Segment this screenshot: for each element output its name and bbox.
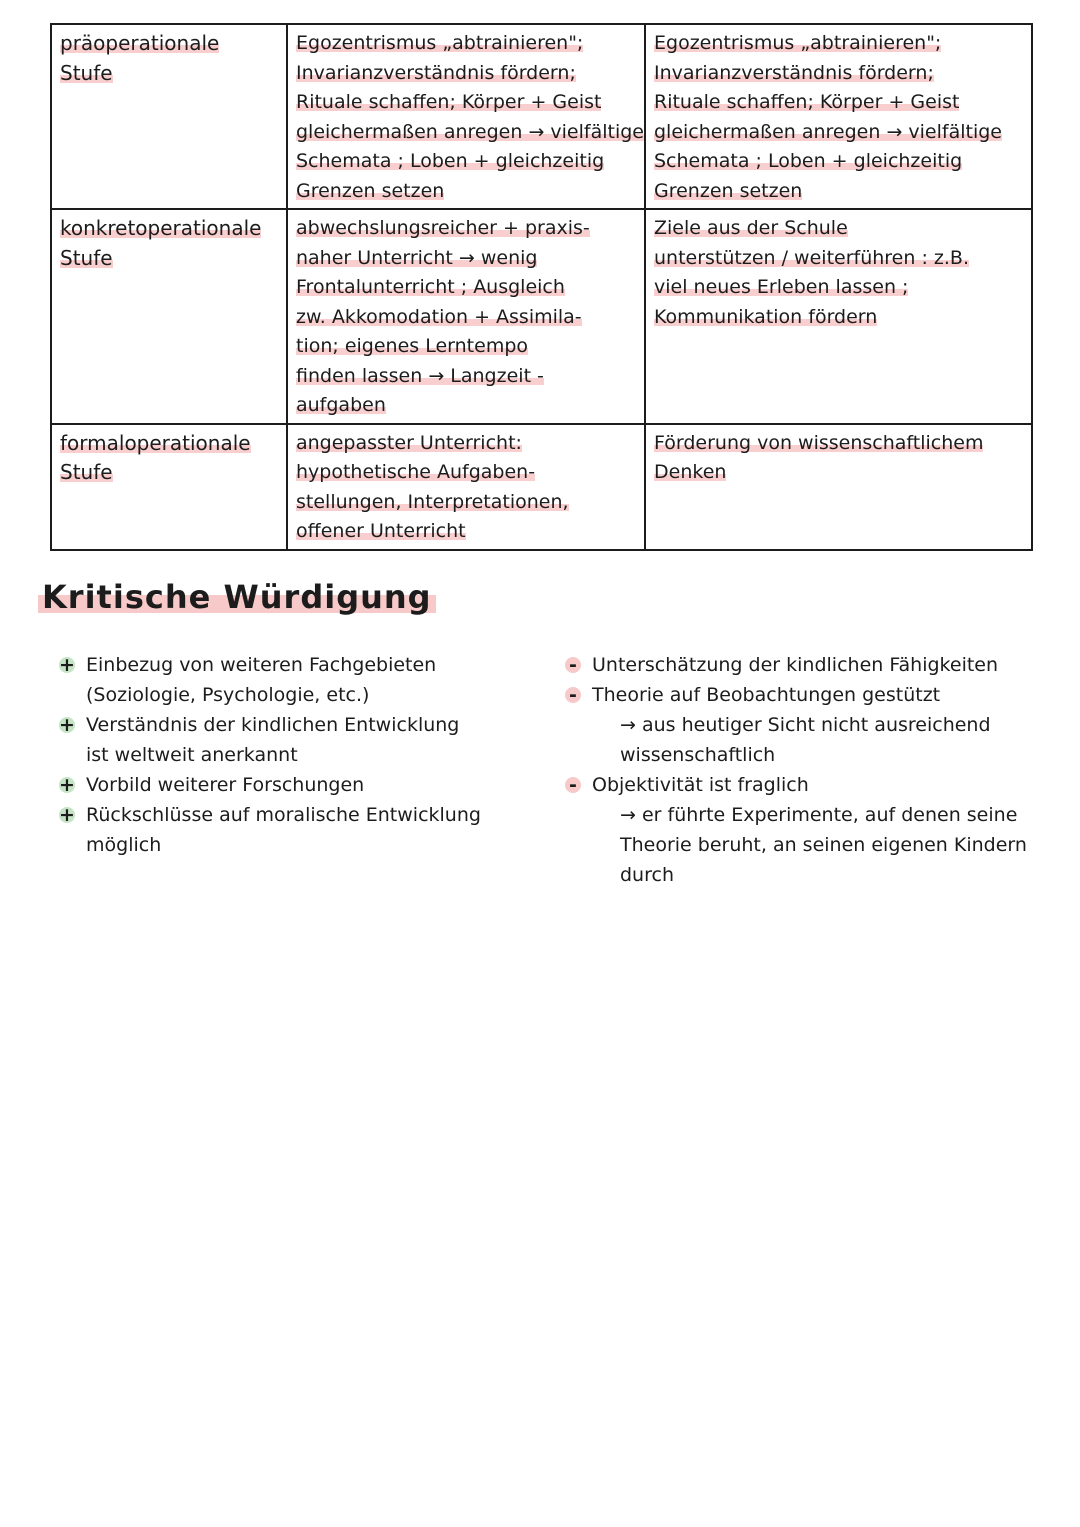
cell-line: Frontalunterricht ; Ausgleich [296,276,565,298]
cell-line: Kommunikation fördern [654,305,878,328]
cell-line: Ziele aus der Schule [654,217,848,239]
cell-line: gleichermaßen anregen → vielfältige [654,120,1002,143]
cell-line: zw. Akkomodation + Assimila- [296,305,582,328]
stage-name-line: Stufe [60,460,113,484]
stage-name-line: Stufe [60,60,113,85]
pro-item: + Einbezug von weiteren Fachgebieten (Soziologie, Psychologie, etc.) [56,650,526,710]
cell-line: Invarianzverständnis fördern; [654,61,934,84]
school-cell [287,24,645,209]
cell-line: Förderung von wissenschaftlichem [654,431,984,454]
plus-icon: + [56,800,78,830]
cell-line: Egozentrismus „abtrainieren"; [654,32,942,54]
stage-name-line: Stufe [60,245,113,270]
cell-line: unterstützen / weiterführen : z.B. [654,246,969,269]
con-item: - Theorie auf Beobachtungen gestützt → aus heutiger Sicht nicht ausreichend wissenschaftlich [562,680,1062,770]
table-row [51,424,1032,550]
minus-icon: - [562,770,584,800]
con-item: - Objektivität ist fraglich → er führte Experimente, auf denen seine Theorie beruht, an seinen eigenen Kindern durch [562,770,1062,890]
school-cell [287,209,645,424]
cell-line: Grenzen setzen [654,179,803,202]
home-cell [645,424,1032,550]
cell-line: offener Unterricht [296,520,466,542]
cell-line: Egozentrismus „abtrainieren"; [296,32,584,54]
minus-icon: - [562,680,584,710]
cell-line: viel neues Erleben lassen ; [654,276,909,298]
pro-item: + Rückschlüsse auf moralische Entwicklung möglich [56,800,526,860]
cell-line: gleichermaßen anregen → vielfältige [296,120,644,143]
table-row [51,24,1032,209]
stage-cell [51,424,287,550]
home-cell [645,24,1032,209]
cell-line: Rituale schaffen; Körper + Geist [296,91,602,113]
cell-line: tion; eigenes Lerntempo [296,335,529,357]
con-item: - Unterschätzung der kindlichen Fähigkeiten [562,650,1062,680]
cell-line: Grenzen setzen [296,179,445,202]
stage-name-line: konkretoperationale [60,216,262,240]
cell-line: Schemata ; Loben + gleichzeitig [654,150,963,172]
section-title: Kritische Würdigung [38,578,436,616]
cell-line: Invarianzverständnis fördern; [296,61,576,84]
cell-line: Denken [654,461,727,483]
pro-item: + Vorbild weiterer Forschungen [56,770,526,800]
plus-icon: + [56,770,78,800]
stage-table [50,23,1033,551]
con-list [562,650,1062,890]
cell-line: finden lassen → Langzeit - [296,364,544,387]
cell-line: naher Unterricht → wenig [296,246,538,269]
plus-icon: + [56,650,78,680]
stage-cell [51,209,287,424]
table-row [51,209,1032,424]
stage-name-line: formaloperationale [60,430,251,455]
school-cell [287,424,645,550]
cell-line: angepasster Unterricht: [296,431,522,454]
cell-line: stellungen, Interpretationen, [296,490,569,513]
home-cell [645,209,1032,424]
pro-list [56,650,526,860]
cell-line: Schemata ; Loben + gleichzeitig [296,150,605,172]
pro-item: + Verständnis der kindlichen Entwicklung ist weltweit anerkannt [56,710,526,770]
minus-icon: - [562,650,584,680]
cell-line: hypothetische Aufgaben- [296,461,536,483]
plus-icon: + [56,710,78,740]
cell-line: abwechslungsreicher + praxis- [296,217,590,239]
cell-line: Rituale schaffen; Körper + Geist [654,91,960,113]
stage-name-line: präoperationale [60,31,220,55]
stage-cell [51,24,287,209]
cell-line: aufgaben [296,394,386,416]
